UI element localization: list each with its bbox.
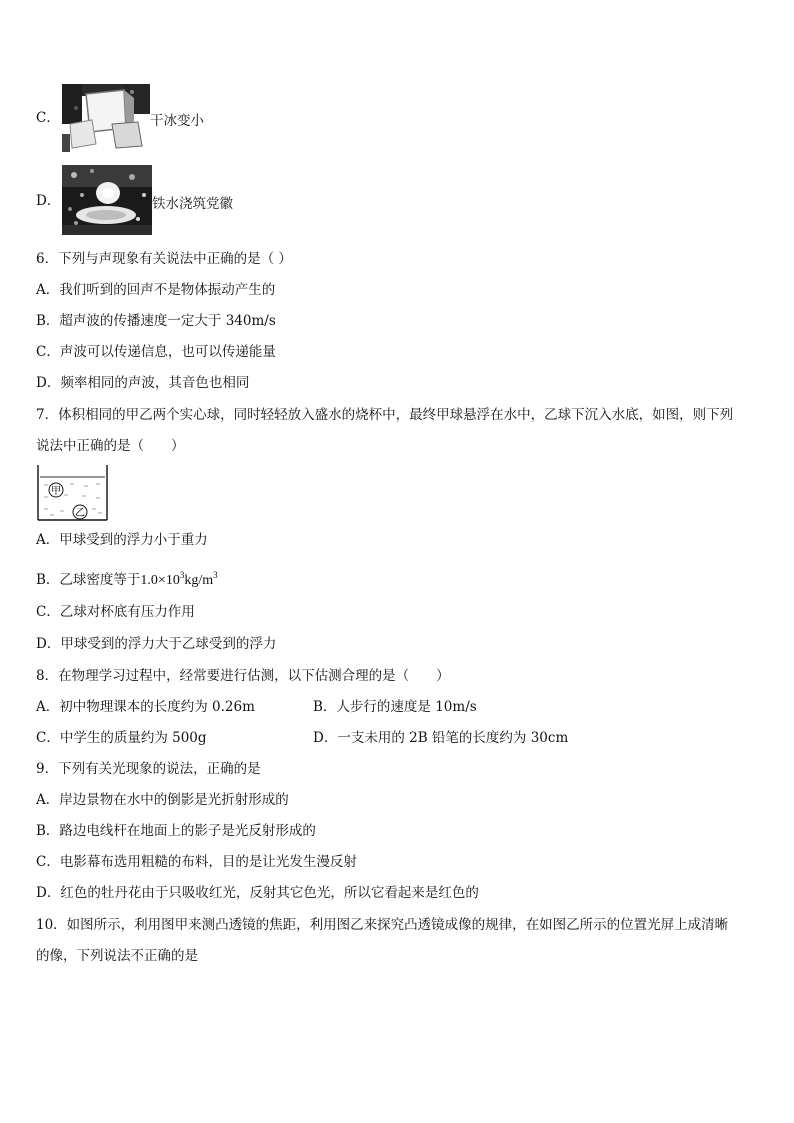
q8-option-a: A．初中物理课本的长度约为 0.26m bbox=[36, 699, 255, 715]
dry-ice-photo bbox=[62, 84, 150, 152]
q8-option-c: C．中学生的质量约为 500g bbox=[36, 730, 207, 746]
q9-option-a: A．岸边景物在水中的倒影是光折射形成的 bbox=[36, 792, 289, 808]
q8-option-b: B．人步行的速度是 10m/s bbox=[313, 699, 477, 715]
formula-unit: kg/m bbox=[184, 573, 214, 588]
q7-option-b bbox=[36, 566, 218, 590]
q5-option-d-letter: D． bbox=[36, 193, 61, 209]
q5-option-c-letter: C． bbox=[36, 110, 60, 126]
q6-option-a: A．我们听到的回声不是物体振动产生的 bbox=[36, 282, 276, 298]
q7-option-b-prefix: B．乙球密度等于 bbox=[36, 572, 141, 588]
q9-option-c: C．电影幕布选用粗糙的布料，目的是让光发生漫反射 bbox=[36, 854, 357, 870]
q8-stem: 8．在物理学习过程中，经常要进行估测，以下估测合理的是（ ） bbox=[36, 668, 450, 684]
q7-option-c: C．乙球对杯底有压力作用 bbox=[36, 604, 195, 620]
q9-option-d: D．红色的牡丹花由于只吸收红光，反射其它色光，所以它看起来是红色的 bbox=[36, 885, 479, 901]
formula-base: 1.0×10 bbox=[140, 573, 180, 588]
q7-option-a: A．甲球受到的浮力小于重力 bbox=[36, 532, 208, 548]
formula-exp: 3 bbox=[179, 570, 185, 580]
ball-jia-label: 甲 bbox=[51, 486, 61, 497]
q7-option-b-formula bbox=[140, 570, 218, 588]
q6-stem: 6．下列与声现象有关说法中正确的是（ ） bbox=[36, 251, 292, 267]
q7-option-d: D．甲球受到的浮力大于乙球受到的浮力 bbox=[36, 636, 277, 652]
q10-stem-line2: 的像，下列说法不正确的是 bbox=[36, 948, 198, 964]
q10-stem-line1: 10．如图所示，利用图甲来测凸透镜的焦距，利用图乙来探究凸透镜成像的规律，在如图乙所示的位置光屏上成清晰 bbox=[36, 917, 729, 933]
q5-option-d-text: 铁水浇筑党徽 bbox=[152, 196, 233, 212]
q6-option-b: B．超声波的传播速度一定大于 340m/s bbox=[36, 313, 276, 329]
formula-unit-exp: 3 bbox=[213, 570, 218, 580]
q6-option-c: C．声波可以传递信息，也可以传递能量 bbox=[36, 344, 276, 360]
q9-stem: 9．下列有关光现象的说法，正确的是 bbox=[36, 761, 261, 777]
q5-option-c-text: 干冰变小 bbox=[150, 113, 204, 129]
beaker-figure bbox=[36, 463, 110, 523]
q7-stem-line2: 说法中正确的是（ ） bbox=[36, 438, 185, 454]
q9-option-b: B．路边电线杆在地面上的影子是光反射形成的 bbox=[36, 823, 316, 839]
q8-option-d: D．一支未用的 2B 铅笔的长度约为 30cm bbox=[313, 730, 569, 746]
q7-stem-line1: 7．体积相同的甲乙两个实心球，同时轻轻放入盛水的烧杯中，最终甲球悬浮在水中，乙球下沉入水底，如图，则下列 bbox=[36, 407, 734, 423]
q6-option-d: D．频率相同的声波，其音色也相同 bbox=[36, 375, 250, 391]
ball-yi-label: 乙 bbox=[75, 508, 85, 519]
molten-iron-emblem-photo bbox=[62, 165, 152, 235]
